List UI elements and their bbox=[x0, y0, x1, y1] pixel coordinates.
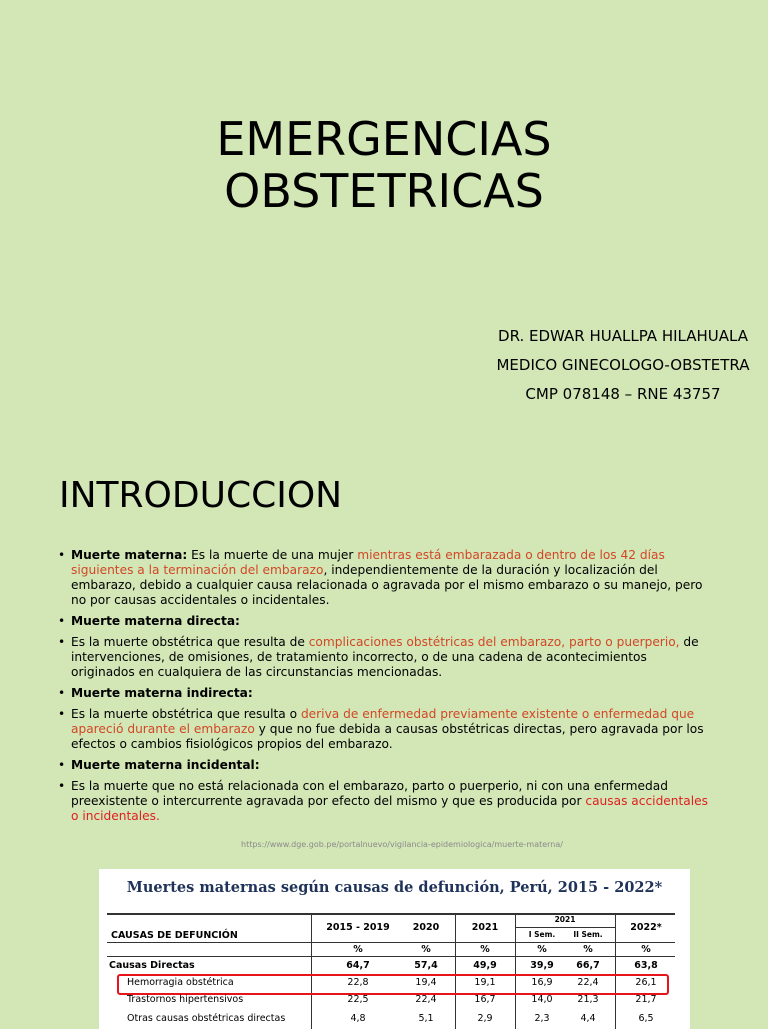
table-title: Muertes maternas según causas de defunción, Perú, 2015 - 2022* bbox=[126, 879, 663, 896]
header-second-semester: II Sem. bbox=[573, 930, 603, 939]
definition-text: y que no fue debida a causas obstétricas directas, pero agravada por los efectos o cambios fisiológicos propios del embarazo. bbox=[71, 722, 704, 751]
hemorrhage-highlight-box bbox=[117, 974, 669, 995]
title-line-1: EMERGENCIAS bbox=[216, 112, 552, 166]
table-cell: 6,5 bbox=[638, 1013, 654, 1024]
definition-text: Es la muerte obstétrica que resulta o bbox=[71, 707, 301, 721]
table-cell: 64,7 bbox=[346, 960, 370, 971]
title-line-2: OBSTETRICAS bbox=[224, 164, 544, 218]
term-label: Muerte materna incidental: bbox=[71, 758, 260, 772]
col-divider bbox=[515, 913, 516, 1029]
table-cell: 21,3 bbox=[577, 994, 599, 1005]
definition-text: Es la muerte de una mujer bbox=[187, 548, 358, 562]
highlighted-text: causas accidentales o incidentales. bbox=[71, 794, 709, 823]
definitions-list bbox=[58, 548, 708, 830]
pct-label: % bbox=[353, 944, 363, 955]
author-registration: CMP 078148 – RNE 43757 bbox=[525, 385, 721, 403]
list-item bbox=[58, 635, 708, 680]
maternal-deaths-table bbox=[99, 869, 690, 1029]
row-label: Trastornos hipertensivos bbox=[127, 994, 244, 1005]
col-divider bbox=[311, 913, 312, 1029]
list-item bbox=[58, 548, 708, 608]
author-block bbox=[470, 322, 768, 409]
table-cell: 22,4 bbox=[577, 977, 599, 988]
definition-text: , independientemente de la duración y localización del embarazo, debido a cualquier causa relacionada o agravada por el mismo embarazo o su manejo, pero no por causas accidentales o incidentales. bbox=[71, 563, 703, 607]
definition-text: Es la muerte que no está relacionada con el embarazo, parto o puerperio, ni con una enfermedad preexistente o intercurrente agravada por efecto del mismo y que es producida por bbox=[71, 779, 668, 808]
table-cell: 4,4 bbox=[580, 1013, 596, 1024]
subheader-rule bbox=[107, 956, 675, 957]
term-label: Muerte materna: bbox=[71, 548, 188, 562]
term-label: Muerte materna directa: bbox=[71, 614, 240, 628]
col-divider bbox=[455, 913, 456, 1029]
pct-label: % bbox=[641, 944, 651, 955]
author-specialty: MEDICO GINECOLOGO-OBSTETRA bbox=[496, 356, 750, 374]
row-label: Causas Directas bbox=[109, 960, 195, 971]
table-cell: 39,9 bbox=[530, 960, 554, 971]
header-2020: 2020 bbox=[412, 922, 440, 933]
header-causas: CAUSAS DE DEFUNCIÓN bbox=[111, 930, 238, 941]
table-cell: 19,1 bbox=[474, 977, 496, 988]
table-cell: 63,8 bbox=[634, 960, 658, 971]
col-divider bbox=[615, 913, 616, 1029]
slide-title bbox=[0, 113, 768, 217]
table-cell: 66,7 bbox=[576, 960, 600, 971]
table-cell: 14,0 bbox=[531, 994, 553, 1005]
highlighted-text: deriva de enfermedad previamente existente o enfermedad que apareció durante el embarazo bbox=[71, 707, 695, 736]
table-cell: 26,1 bbox=[635, 977, 657, 988]
table-cell: 2,3 bbox=[534, 1013, 550, 1024]
row-label: Otras causas obstétricas directas bbox=[127, 1013, 286, 1024]
table-cell: 2,9 bbox=[477, 1013, 493, 1024]
header-2021: 2021 bbox=[471, 922, 499, 933]
table-cell: 16,7 bbox=[474, 994, 496, 1005]
definition-text: de intervenciones, de omisiones, de tratamiento incorrecto, o de una cadena de acontecimientos originados en cualquiera de las circunstancias mencionadas. bbox=[71, 635, 699, 679]
table-cell: 49,9 bbox=[473, 960, 497, 971]
table-cell: 4,8 bbox=[350, 1013, 366, 1024]
table-cell: 22,4 bbox=[415, 994, 437, 1005]
pct-label: % bbox=[537, 944, 547, 955]
highlighted-text: mientras está embarazada o dentro de los 42 días siguientes a la terminación del embarazo bbox=[71, 548, 665, 577]
table-cell: 21,7 bbox=[635, 994, 657, 1005]
list-item bbox=[58, 614, 708, 629]
table-cell: 57,4 bbox=[414, 960, 438, 971]
pct-label: % bbox=[480, 944, 490, 955]
title-slide bbox=[0, 0, 768, 460]
header-2015-2019: 2015 - 2019 bbox=[326, 922, 390, 933]
definition-text: Es la muerte obstétrica que resulta de bbox=[71, 635, 309, 649]
source-link[interactable]: https://www.dge.gob.pe/portalnuevo/vigilancia-epidemiologica/muerte-materna/ bbox=[241, 840, 563, 849]
table-cell: 22,5 bbox=[347, 994, 369, 1005]
pct-label: % bbox=[583, 944, 593, 955]
list-item bbox=[58, 779, 708, 824]
table-cell: 16,9 bbox=[531, 977, 553, 988]
author-name: DR. EDWAR HUALLPA HILAHUALA bbox=[498, 327, 748, 345]
header-2021-group: 2021 bbox=[554, 915, 576, 924]
list-item bbox=[58, 707, 708, 752]
header-first-semester: I Sem. bbox=[528, 930, 556, 939]
row-label: Hemorragia obstétrica bbox=[127, 977, 234, 988]
pct-label: % bbox=[421, 944, 431, 955]
table-cell: 19,4 bbox=[415, 977, 437, 988]
table-cell: 22,8 bbox=[347, 977, 369, 988]
table-cell: 5,1 bbox=[418, 1013, 434, 1024]
term-label: Muerte materna indirecta: bbox=[71, 686, 253, 700]
header-2022: 2022* bbox=[630, 922, 662, 933]
list-item bbox=[58, 686, 708, 701]
header-rule bbox=[107, 942, 675, 943]
list-item bbox=[58, 758, 708, 773]
section-heading: INTRODUCCION bbox=[59, 475, 343, 516]
group-rule bbox=[515, 927, 615, 928]
highlighted-text: complicaciones obstétricas del embarazo, parto o puerperio, bbox=[308, 635, 680, 649]
